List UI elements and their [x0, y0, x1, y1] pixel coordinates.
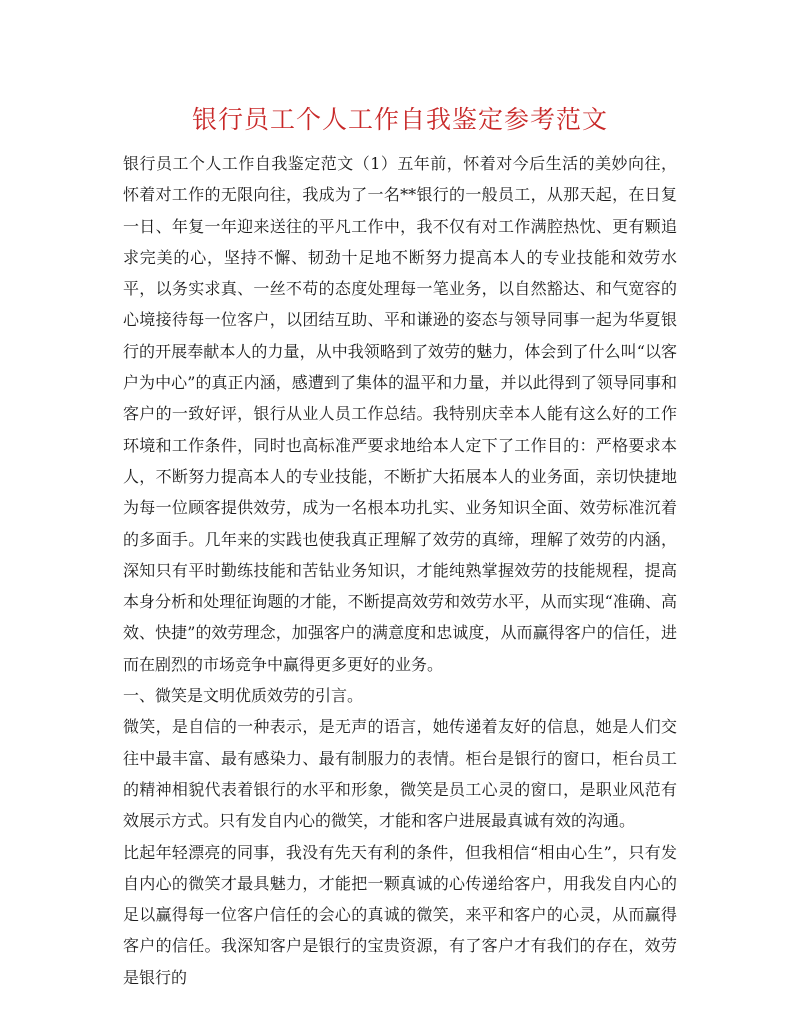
document-body — [123, 148, 677, 993]
document-title: 银行员工个人工作自我鉴定参考范文 — [191, 105, 608, 134]
paragraph-sincerity: 比起年轻漂亮的同事，我没有先天有利的条件，但我相信“相由心生”，只有发自内心的微笑才最具魅力，才能把一颗真诚的心传递给客户，用我发自内心的足以赢得每一位客户信任的会心的真诚的微笑，来平和客户的心灵，从而赢得客户的信任。我深知客户是银行的宝贵资源，有了客户才有我们的存在，效劳是银行的 — [123, 842, 677, 987]
paragraph-smile: 微笑，是自信的一种表示，是无声的语言，她传递着友好的信息，她是人们交往中最丰富、最有感染力、最有制服力的表情。柜台是银行的窗口，柜台员工的精神相貌代表着银行的水平和形象，微笑是员工心灵的窗口，是职业风范有效展示方式。只有发自内心的微笑，才能和客户进展最真诚有效的沟通。 — [123, 717, 677, 831]
paragraph-intro: 银行员工个人工作自我鉴定范文（1）五年前，怀着对今后生活的美妙向往，怀着对工作的无限向往，我成为了一名**银行的一般员工，从那天起，在日复一日、年复一年迎来送往的平凡工作中，我不仅有对工作满腔热忱、更有颗追求完美的心，坚持不懈、韧劲十足地不断努力提高本人的专业技能和效劳水平，以务实求真、一丝不苟的态度处理每一笔业务，以自然豁达、和气宽容的心境接待每一位客户，以团结互助、平和谦逊的姿态与领导同事一起为华夏银行的开展奉献本人的力量，从中我领略到了效劳的魅力，体会到了什么叫“以客户为中心”的真正内涵，感遭到了集体的温平和力量，并以此得到了领导同事和客户的一致好评，银行从业人员工作总结。我特别庆幸本人能有这么好的工作环境和工作条件，同时也高标准严要求地给本人定下了工作目的：严格要求本人，不断努力提高本人的专业技能，不断扩大拓展本人的业务面，亲切快捷地为每一位顾客提供效劳，成为一名根本功扎实、业务知识全面、效劳标准沉着的多面手。几年来的实践也使我真正理解了效劳的真缔，理解了效劳的内涵，深知只有平时勤练技能和苦钻业务知识，才能纯熟掌握效劳的技能规程，提高本身分析和处理征询题的才能，不断提高效劳和效劳水平，从而实现“准确、高效、快捷”的效劳理念，加强客户的满意度和忠诚度，从而赢得客户的信任，进而在剧烈的市场竞争中赢得更多更好的业务。 — [123, 154, 677, 674]
section-heading-smile: 一、微笑是文明优质效劳的引言。 — [123, 686, 364, 706]
